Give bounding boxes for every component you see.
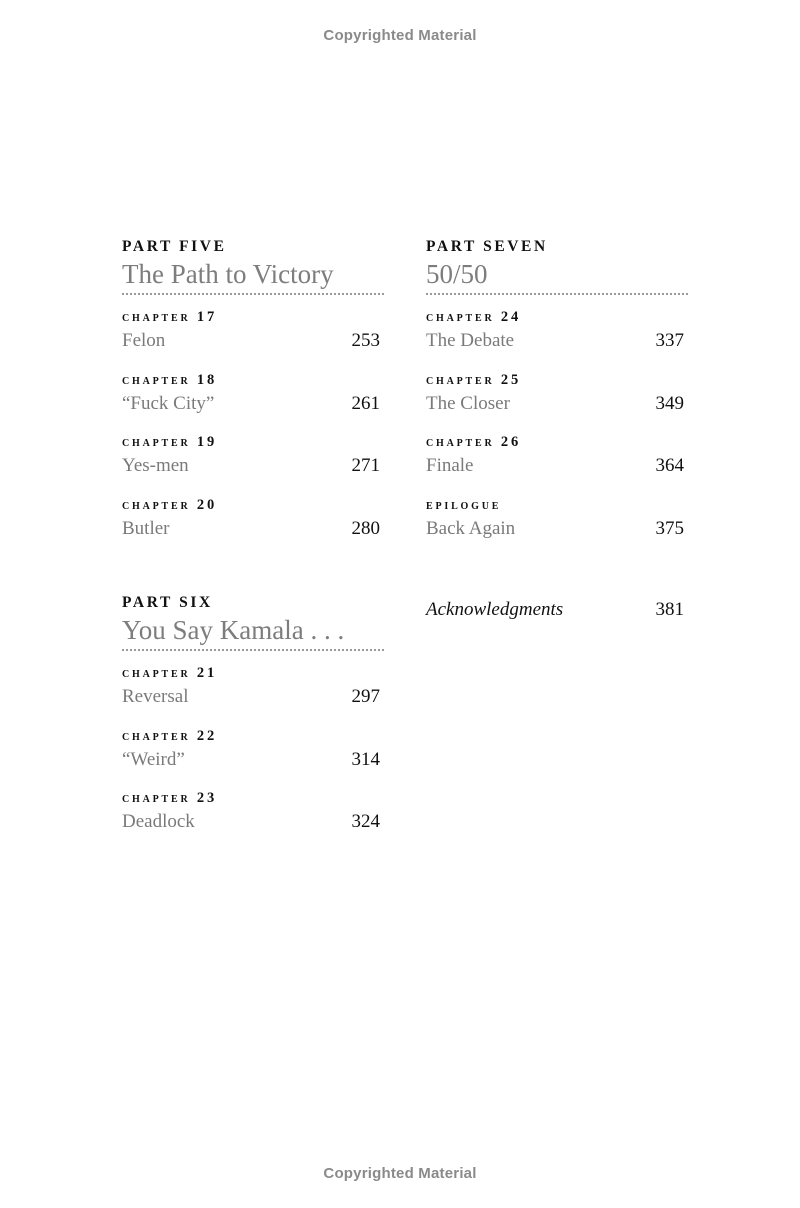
chapter-label: chapter 24 xyxy=(426,309,522,325)
copyright-watermark-top: Copyrighted Material xyxy=(323,27,477,44)
toc-entry[interactable] xyxy=(426,372,688,435)
part-title: The Path to Victory xyxy=(122,259,334,289)
toc-entry[interactable] xyxy=(122,790,384,853)
part-label: PART SEVEN xyxy=(426,238,548,255)
dotted-divider xyxy=(122,293,384,295)
chapter-title: The Closer xyxy=(426,392,510,414)
chapter-title: Felon xyxy=(122,330,166,351)
chapter-label: chapter 21 xyxy=(122,665,218,681)
part-label: PART FIVE xyxy=(122,238,227,255)
chapter-title: Back Again xyxy=(426,517,516,539)
chapter-title: The Debate xyxy=(426,330,515,351)
toc-right-column xyxy=(426,238,688,559)
part-seven-section xyxy=(426,238,688,559)
chapter-title: Yes-men xyxy=(122,455,189,476)
page-number: 297 xyxy=(351,686,380,707)
chapter-title: Deadlock xyxy=(122,811,195,832)
page-number: 280 xyxy=(351,517,380,539)
toc-left-column xyxy=(122,238,384,853)
page-number: 364 xyxy=(655,455,684,476)
page-number: 324 xyxy=(351,811,380,832)
page-number: 261 xyxy=(351,392,380,414)
epilogue-label: epilogue xyxy=(426,496,502,513)
page-number: 271 xyxy=(351,455,380,476)
chapter-label: chapter 23 xyxy=(122,790,218,806)
toc-entry[interactable] xyxy=(122,434,384,497)
dotted-divider xyxy=(426,293,688,295)
chapter-label: chapter 20 xyxy=(122,496,218,513)
page-number: 337 xyxy=(655,330,684,351)
page-number: 349 xyxy=(655,392,684,414)
chapter-label: chapter 19 xyxy=(122,434,218,450)
part-title: 50/50 xyxy=(426,259,488,289)
dotted-divider xyxy=(122,649,384,651)
copyright-watermark-bottom: Copyrighted Material xyxy=(323,1165,477,1182)
page-number: 253 xyxy=(351,330,380,351)
page-number: 314 xyxy=(351,748,380,770)
chapter-label: chapter 22 xyxy=(122,727,218,744)
chapter-label: chapter 18 xyxy=(122,371,218,388)
chapter-label: chapter 26 xyxy=(426,434,522,450)
part-five-section xyxy=(122,238,384,559)
chapter-title: Finale xyxy=(426,455,474,476)
chapter-title: “Fuck City” xyxy=(122,392,215,414)
toc-entry[interactable] xyxy=(426,309,688,372)
toc-entry[interactable] xyxy=(122,309,384,372)
chapter-title: Butler xyxy=(122,517,170,539)
chapter-title: “Weird” xyxy=(122,748,185,770)
page-number: 381 xyxy=(655,599,684,620)
part-six-section xyxy=(122,594,384,853)
toc-entry[interactable] xyxy=(122,497,384,560)
page-number: 375 xyxy=(655,517,684,539)
toc-entry[interactable] xyxy=(122,665,384,728)
chapter-label: chapter 17 xyxy=(122,309,218,325)
chapter-label: chapter 25 xyxy=(426,371,522,388)
toc-entry[interactable] xyxy=(122,372,384,435)
acknowledgments-title: Acknowledgments xyxy=(426,599,564,620)
toc-entry[interactable] xyxy=(426,434,688,497)
toc-entry-epilogue[interactable] xyxy=(426,497,688,560)
chapter-title: Reversal xyxy=(122,686,189,707)
part-label: PART SIX xyxy=(122,594,213,611)
part-title: You Say Kamala . . . xyxy=(122,615,345,645)
toc-entry-acknowledgments[interactable] xyxy=(426,597,688,625)
toc-entry[interactable] xyxy=(122,728,384,791)
